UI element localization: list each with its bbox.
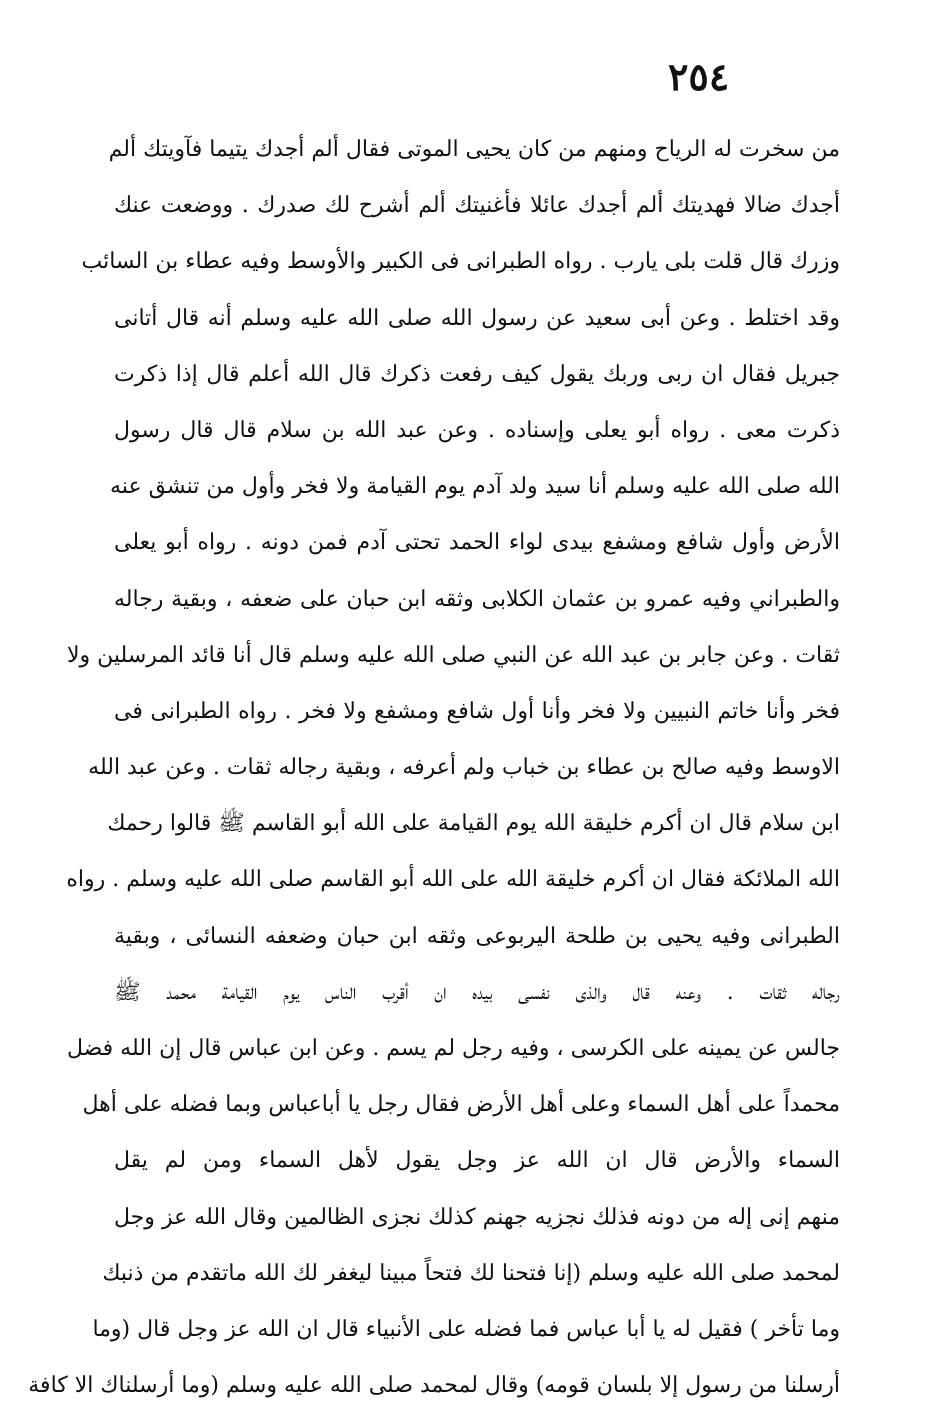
text-line: أرسلنا من رسول إلا بلسان قومه) وقال لمحمد صلى الله عليه وسلم (وما أرسلناك الا كافة [28,1373,840,1399]
text-line: ثقات . وعن جابر بن عبد الله عن النبي صلى الله عليه وسلم قال أنا قائد المرسلين ولا [67,642,840,668]
text-line: الله صلى الله عليه وسلم أنا سيد ولد آدم يوم القيامة ولا فخر وأول من تنشق عنه [110,474,840,500]
text-line: وما تأخر ) فقيل له يا أبا عباس فما فضله على الأنبياء قال ان الله عز وجل قال (وما [92,1316,840,1342]
text-line: الله الملائكة فقال ان أكرم خليقة الله على الله أبو القاسم صلى الله عليه وسلم . رواه [66,867,840,893]
text-line: أجدك ضالا فهديتك ألم أجدك عائلا فأغنيتك ألم أشرح لك صدرك . ووضعت عنك [114,193,840,219]
text-line: السماء والأرض قال ان الله عز وجل يقول لأهل السماء ومن لم يقل [114,1148,840,1174]
text-line: منهم إنى إله من دونه فذلك نجزيه جهنم كذلك نجزى الظالمين وقال الله عز وجل [114,1204,840,1230]
text-line: والطبراني وفيه عمرو بن عثمان الكلابى وثقه ابن حبان على ضعفه ، وبقية رجاله [114,586,840,612]
text-line: محمداً على أهل السماء وعلى أهل الأرض فقال رجل يا أباعباس وبما فضله على أهل [82,1092,840,1118]
text-line: من سخرت له الرياح ومنهم من كان يحيى الموتى فقال ألم أجدك يتيما فآويتك ألم [108,137,840,162]
text-line: لمحمد صلى الله عليه وسلم (إنا فتحنا لك فتحاً مبينا ليغفر لك الله ماتقدم من ذنبك [102,1260,840,1286]
text-line: جالس عن يمينه على الكرسى ، وفيه رجل لم يسم . وعن ابن عباس قال إن الله فضل [66,1036,840,1061]
text-line: وقد اختلط . وعن أبى سعيد عن رسول الله صلى الله عليه وسلم أنه قال أتانى [114,305,840,331]
text-line: وزرك قال قلت بلى يارب . رواه الطبرانى فى الكبير والأوسط وفيه عطاء بن السائب [81,249,840,275]
text-line: فخر وأنا خاتم النبيين ولا فخر وأنا أول شافع ومشفع ولا فخر . رواه الطبرانى فى [114,698,840,724]
text-line: رجاله ثقات . وعنه قال والذى نفسى بيده ان أقرب الناس يوم القيامة محمد ﷺ [114,979,840,1005]
text-line: الاوسط وفيه صالح بن عطاء بن خباب ولم أعرفه ، وبقية رجاله ثقات . وعن عبد الله [88,755,840,781]
text-line: جبريل فقال ان ربى وربك يقول كيف رفعت ذكرك قال الله أعلم قال إذا ذكرت [114,361,840,387]
text-line: ابن سلام قال ان أكرم خليقة الله يوم القيامة على الله أبو القاسم ﷺ قالوا رحمك [107,811,840,837]
text-line: الطبرانى وفيه يحيى بن طلحة اليربوعى وثقه ابن حبان وضعفه النسائى ، وبقية [114,923,840,949]
text-line: الأرض وأول شافع ومشفع بيدى لواء الحمد تحتى آدم فمن دونه . رواه أبو يعلى [114,530,840,556]
text-line: ذكرت معى . رواه أبو يعلى وإسناده . وعن عبد الله بن سلام قال قال رسول [114,417,840,443]
page-number: ٢٥٤ [668,54,730,99]
body-text [28,122,840,1414]
